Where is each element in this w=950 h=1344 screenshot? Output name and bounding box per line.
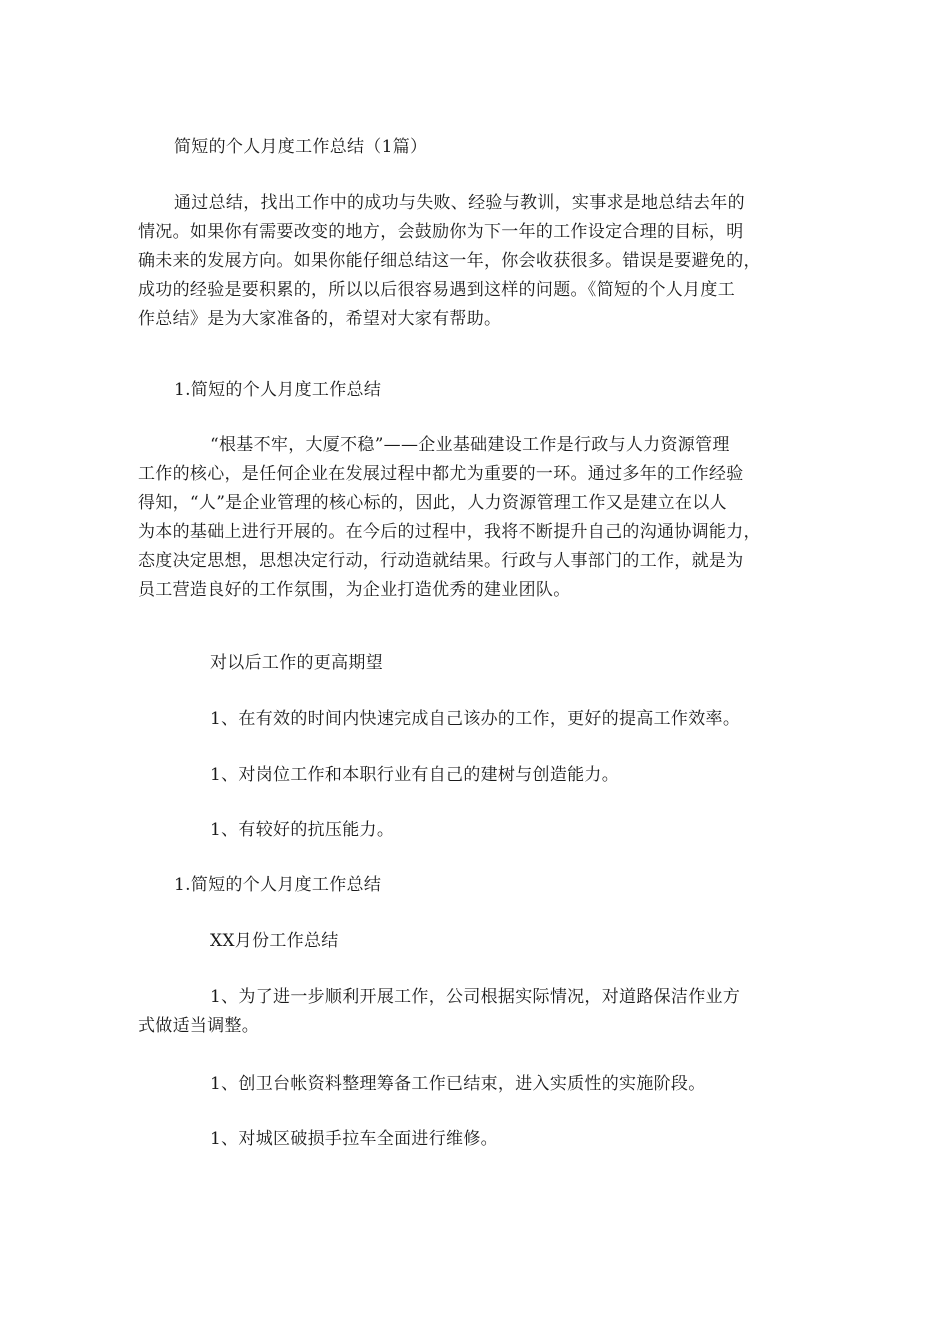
list-item: 1、创卫台帐资料整理筹备工作已结束，进入实质性的实施阶段。 — [210, 1074, 706, 1094]
section2-subheading: XX月份工作总结 — [210, 931, 339, 951]
section1-subheading: 对以后工作的更高期望 — [210, 653, 383, 673]
intro-line: 成功的经验是要积累的，所以以后很容易遇到这样的问题。《简短的个人月度工 — [138, 280, 735, 300]
intro-line: 情况。如果你有需要改变的地方，会鼓励你为下一年的工作设定合理的目标，明 — [138, 222, 744, 242]
list-item: 1、在有效的时间内快速完成自己该办的工作，更好的提高工作效率。 — [210, 709, 741, 729]
section1-body-line: 为本的基础上进行开展的。在今后的过程中，我将不断提升自己的沟通协调能力， — [138, 522, 761, 542]
list-item-line: 1、为了进一步顺利开展工作，公司根据实际情况，对道路保洁作业方 — [210, 987, 741, 1007]
section2-item1 — [138, 983, 810, 1041]
list-item: 1、对岗位工作和本职行业有自己的建树与创造能力。 — [210, 765, 620, 785]
intro-paragraph — [138, 189, 810, 334]
section1-body-line: 态度决定思想，思想决定行动，行动造就结果。行政与人事部门的工作，就是为 — [138, 551, 744, 571]
section1-body-line: 员工营造良好的工作氛围，为企业打造优秀的建业团队。 — [138, 580, 571, 600]
list-item: 1、对城区破损手拉车全面进行维修。 — [210, 1129, 498, 1149]
intro-line: 确未来的发展方向。如果你能仔细总结这一年，你会收获很多。错误是要避免的， — [138, 251, 761, 271]
section1-body — [138, 431, 810, 605]
section1-heading: 1.简短的个人月度工作总结 — [174, 380, 382, 400]
list-item: 1、有较好的抗压能力。 — [210, 820, 395, 840]
section1-body-line: “根基不牢，大厦不稳”——企业基础建设工作是行政与人力资源管理 — [210, 435, 730, 455]
section1-body-line: 工作的核心，是任何企业在发展过程中都尤为重要的一环。通过多年的工作经验 — [138, 464, 744, 484]
intro-line: 通过总结，找出工作中的成功与失败、经验与教训，实事求是地总结去年的 — [174, 193, 745, 213]
intro-line: 作总结》是为大家准备的，希望对大家有帮助。 — [138, 309, 502, 329]
list-item-line: 式做适当调整。 — [138, 1016, 260, 1036]
document-title: 简短的个人月度工作总结（1篇） — [174, 137, 428, 157]
section1-body-line: 得知，“人”是企业管理的核心标的，因此，人力资源管理工作又是建立在以人 — [138, 493, 727, 513]
section2-heading: 1.简短的个人月度工作总结 — [174, 875, 382, 895]
